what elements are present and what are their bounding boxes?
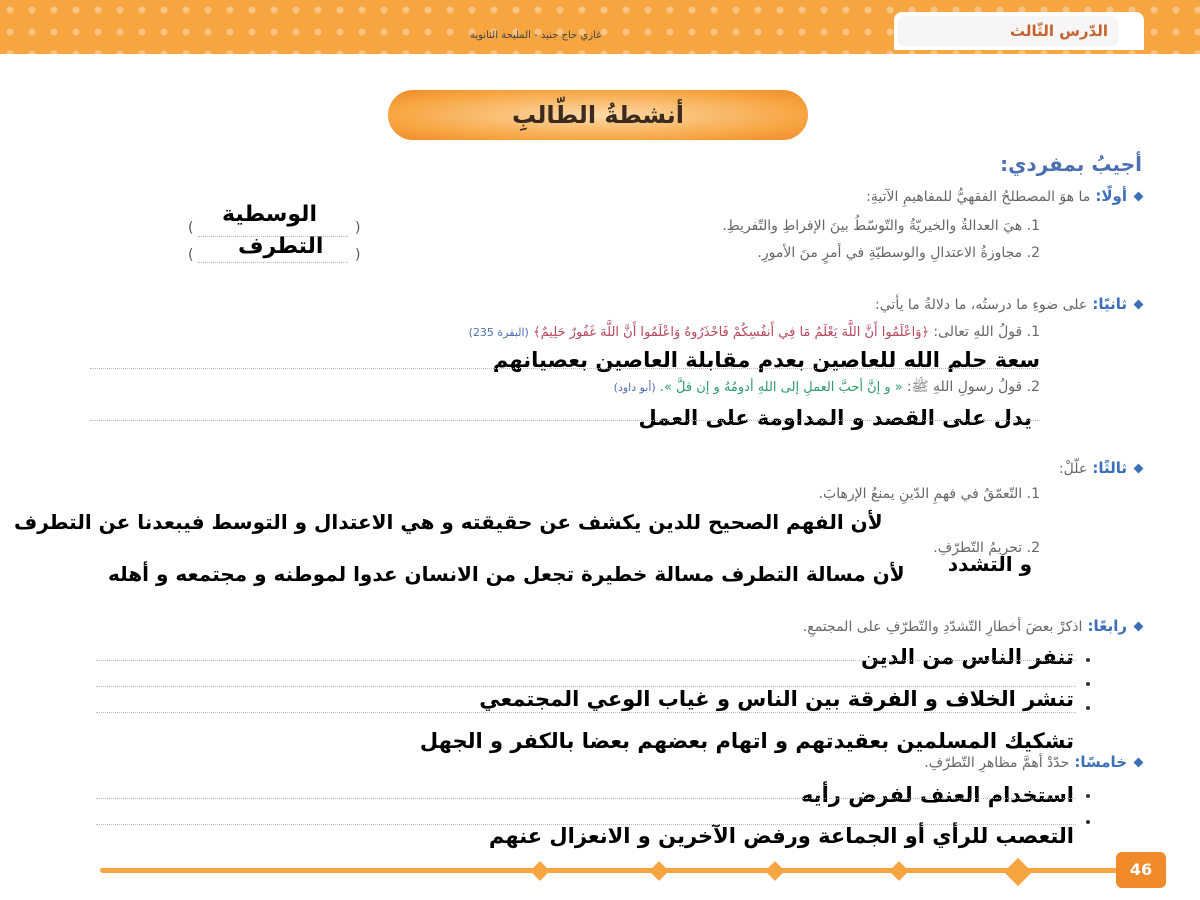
q2-item-1	[40, 324, 1040, 340]
instruction-heading: أجيبُ بمفردي:	[1000, 152, 1142, 176]
answer-line	[96, 798, 1076, 799]
q2-item-1-prefix: 1. قولُ اللهِ تعالى:	[933, 324, 1040, 340]
page-title: أنشطةُ الطّالبِ	[388, 90, 808, 140]
answer-line	[90, 368, 1040, 369]
hadith-reference: (أبو داود)	[613, 381, 656, 394]
q5-label: خامسًا:	[1074, 753, 1127, 771]
q1-item-2: 2. مجاوزةُ الاعتدالِ والوسطيّةِ في أمرٍ منَ الأمورِ.	[757, 245, 1040, 261]
quran-verse: ﴿وَاعْلَمُوا أَنَّ اللَّهَ يَعْلَمُ مَا فِي أَنفُسِكُمْ فَاحْذَرُوهُ وَاعْلَمُوا أَنَّ اللَّهَ غَفُورٌ حَلِيمٌ﴾	[533, 325, 930, 340]
answer-line	[198, 262, 348, 263]
q1-item-1: 1. هيَ العدالةُ والخيريّةُ والتّوسّطُ بينَ الإفراطِ والتّفريطِ.	[722, 218, 1040, 234]
bullet-icon	[1086, 706, 1090, 710]
answer-line	[96, 712, 1076, 713]
q2-answer-1: سعة حلم الله للعاصين بعدم مقابلة العاصين بعصيانهم	[492, 348, 1040, 372]
q4-label: رابعًا:	[1087, 617, 1127, 635]
q3-answer-1-cont: و التشدد	[947, 552, 1032, 576]
footer-line	[100, 868, 1120, 873]
q3-text: علّلْ:	[1058, 461, 1088, 477]
q1-heading	[442, 186, 1142, 205]
answer-line	[96, 660, 1076, 661]
diamond-bullet-icon	[1134, 758, 1144, 768]
page-number: 46	[1116, 852, 1166, 888]
q1-text: ما هوَ المصطلحُ الفقهيُّ للمفاهيمِ الآتيةِ:	[866, 189, 1091, 205]
footer-ornament-icon	[1004, 858, 1032, 886]
lesson-tab: الدّرس الثّالث	[898, 16, 1118, 46]
q1-answer-1: الوسطية	[222, 202, 317, 227]
q4-answer-2: تنشر الخلاف و الفرقة بين الناس و غياب الوعي المجتمعي	[479, 687, 1074, 711]
footer-ornament-icon	[530, 861, 550, 881]
footer-ornament-icon	[765, 861, 785, 881]
diamond-bullet-icon	[1134, 300, 1144, 310]
diamond-bullet-icon	[1134, 192, 1144, 202]
q3-heading	[442, 458, 1142, 477]
quran-reference: (البقرة 235)	[468, 326, 529, 339]
bullet-icon	[1086, 682, 1090, 686]
hadith-text: « و إنَّ أحبَّ العملِ إلى اللهِ أدومُهُ و إن قلَّ ».	[659, 380, 903, 395]
paren-open-1: (	[188, 220, 194, 236]
footer-ornament-icon	[889, 861, 909, 881]
bullet-icon	[1086, 658, 1090, 662]
q1-label: أولًا:	[1095, 187, 1127, 205]
q3-item-1: 1. التّعمّقُ في فهمِ الدّينِ يمنعُ الإرهابَ.	[818, 486, 1040, 502]
q2-heading	[442, 294, 1142, 313]
q1-answer-2: التطرف	[238, 234, 324, 259]
q2-label: ثانيًا:	[1092, 295, 1127, 313]
q4-answer-3: تشكيك المسلمين بعقيدتهم و اتهام بعضهم بعضا بالكفر و الجهل	[419, 729, 1074, 753]
q5-text: حدّدْ أهمَّ مظاهرِ التّطرّفِ.	[924, 755, 1070, 771]
q4-text: اذكرْ بعضَ أخطارِ التّشدّدِ والتّطرّفِ على المجتمعِ.	[802, 619, 1083, 635]
paren-close-2: )	[355, 247, 361, 263]
bullet-icon	[1086, 794, 1090, 798]
answer-line	[90, 420, 1040, 421]
book-title: غازي حاج جنيد - المليحة الثانوية	[470, 30, 602, 41]
paren-close-1: )	[355, 220, 361, 236]
diamond-bullet-icon	[1134, 464, 1144, 474]
q2-item-2	[240, 378, 1040, 398]
q2-item-2-prefix: 2. قولُ رسولِ اللهِ ﷺ:	[906, 379, 1040, 395]
q5-answer-2: التعصب للرأي أو الجماعة ورفض الآخرين و الانعزال عنهم	[488, 824, 1074, 848]
q3-item-2: 2. تحريمُ التّطرّفِ.	[933, 540, 1040, 556]
q5-heading	[442, 752, 1142, 771]
q3-answer-1: لأن الفهم الصحيح للدين يكشف عن حقيقته و هي الاعتدال و التوسط فيبعدنا عن التطرف	[14, 510, 883, 534]
bullet-icon	[1086, 820, 1090, 824]
q2-answer-2: يدل على القصد و المداومة على العمل	[638, 406, 1032, 430]
q2-text: على ضوءِ ما درستُه، ما دلالةُ ما يأتي:	[875, 297, 1088, 313]
q3-label: ثالثًا:	[1092, 459, 1127, 477]
q4-answer-1: تنفر الناس من الدين	[861, 645, 1074, 669]
q3-answer-2: لأن مسالة التطرف مسالة خطيرة تجعل من الانسان عدوا لموطنه و مجتمعه و أهله	[108, 562, 905, 586]
paren-open-2: (	[188, 247, 194, 263]
q5-answer-1: استخدام العنف لفرض رأيه	[801, 783, 1074, 807]
q4-heading	[342, 616, 1142, 635]
diamond-bullet-icon	[1134, 622, 1144, 632]
footer-ornament-icon	[649, 861, 669, 881]
